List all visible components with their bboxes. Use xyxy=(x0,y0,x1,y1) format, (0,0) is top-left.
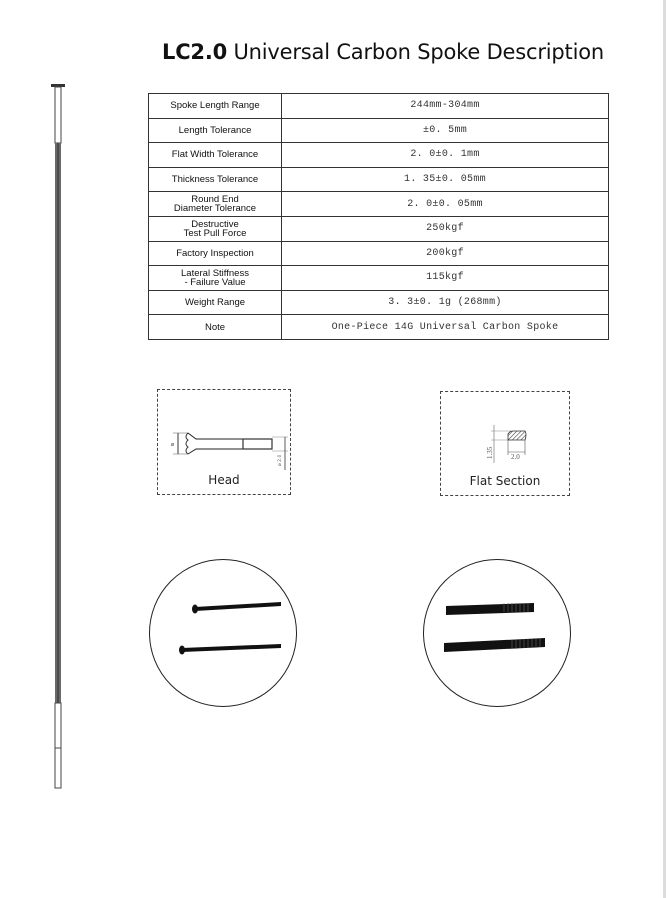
spec-row xyxy=(149,241,609,266)
spec-label: Flat Width Tolerance xyxy=(149,143,282,168)
flat-section-caption: Flat Section xyxy=(469,474,541,488)
spec-label: Thickness Tolerance xyxy=(149,167,282,192)
spec-value: 244mm-304mm xyxy=(282,94,609,119)
spoke-head-photo-icon xyxy=(150,560,298,708)
spec-value: One-Piece 14G Universal Carbon Spoke xyxy=(282,315,609,340)
spec-label: Destructive Test Pull Force xyxy=(149,216,282,241)
spec-table xyxy=(148,93,609,340)
flat-dim-thickness: 1.35 xyxy=(486,446,494,459)
spoke-thread-photo-icon xyxy=(424,560,572,708)
spec-row xyxy=(149,94,609,119)
page-title xyxy=(50,40,666,64)
spec-row xyxy=(149,118,609,143)
head-diagram xyxy=(157,389,291,495)
flat-section-diagram xyxy=(440,391,570,496)
flat-dim-width: 2.0 xyxy=(511,453,520,461)
spec-label: Weight Range xyxy=(149,290,282,315)
spec-row xyxy=(149,192,609,217)
head-drawing xyxy=(158,390,292,470)
spec-value: 115kgf xyxy=(282,266,609,291)
thread-photo-circle xyxy=(423,559,571,707)
spoke-thread-end xyxy=(55,703,61,788)
flat-section-drawing xyxy=(441,392,571,472)
spec-row xyxy=(149,167,609,192)
head-dim-left: ø xyxy=(171,442,175,448)
spec-label: Spoke Length Range xyxy=(149,94,282,119)
spec-value: ±0. 5mm xyxy=(282,118,609,143)
spec-value: 2. 0±0. 05mm xyxy=(282,192,609,217)
head-photo-circle xyxy=(149,559,297,707)
spoke-neck xyxy=(55,87,61,143)
title-text: Universal Carbon Spoke Description xyxy=(227,40,604,64)
title-model: LC2.0 xyxy=(162,40,228,64)
spec-row xyxy=(149,266,609,291)
spec-row xyxy=(149,315,609,340)
spec-value: 250kgf xyxy=(282,216,609,241)
spec-value: 200kgf xyxy=(282,241,609,266)
spec-row xyxy=(149,216,609,241)
spec-value: 3. 3±0. 1g (268mm) xyxy=(282,290,609,315)
spec-row xyxy=(149,143,609,168)
spec-label: Note xyxy=(149,315,282,340)
spec-label: Lateral Stiffness - Failure Value xyxy=(149,266,282,291)
spec-value: 2. 0±0. 1mm xyxy=(282,143,609,168)
spec-value: 1. 35±0. 05mm xyxy=(282,167,609,192)
spec-label: Round End Diameter Tolerance xyxy=(149,192,282,217)
spec-label: Length Tolerance xyxy=(149,118,282,143)
head-caption: Head xyxy=(208,473,240,487)
spec-label: Factory Inspection xyxy=(149,241,282,266)
head-dim-right: ø 2.0 xyxy=(278,454,283,466)
spec-row xyxy=(149,290,609,315)
spoke-illustration xyxy=(48,80,68,800)
